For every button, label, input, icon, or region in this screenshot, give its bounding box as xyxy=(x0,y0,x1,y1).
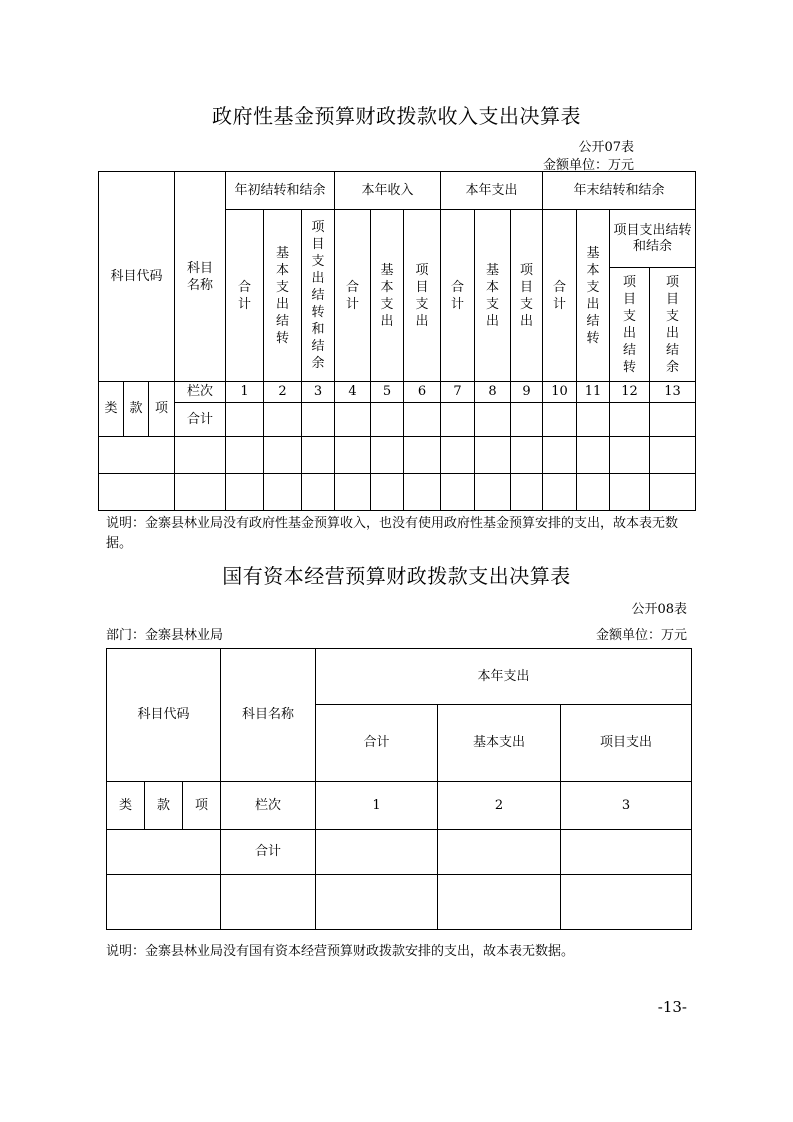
column-number: 1 xyxy=(226,382,264,403)
header-current-expense: 本年支出 xyxy=(441,172,543,210)
header-income-basic: 基本支出 xyxy=(371,210,404,382)
column-number: 6 xyxy=(404,382,441,403)
table-cell xyxy=(371,403,404,437)
header-closing-balance: 年末结转和结余 xyxy=(543,172,696,210)
table-cell xyxy=(650,403,696,437)
table2-department: 部门：金寨县林业局 xyxy=(106,628,224,643)
header-subject-name: 科目名称 xyxy=(175,172,226,382)
column-number: 3 xyxy=(302,382,335,403)
t2-header-basic: 基本支出 xyxy=(438,705,561,782)
table-cell xyxy=(404,403,441,437)
table-cell xyxy=(316,830,438,875)
table-cell xyxy=(438,830,561,875)
column-number: 7 xyxy=(441,382,475,403)
table-cell xyxy=(264,403,302,437)
header-income-project: 项目支出 xyxy=(404,210,441,382)
table2-note: 说明：金寨县林业局没有国有资本经营预算财政拨款安排的支出，故本表无数据。 xyxy=(106,944,575,959)
column-number: 8 xyxy=(475,382,511,403)
table-cell xyxy=(543,403,577,437)
t2-header-subject-code: 科目代码 xyxy=(107,649,221,782)
t2-header-current-expense: 本年支出 xyxy=(316,649,692,705)
table-cell xyxy=(226,403,264,437)
header-closing-total: 合计 xyxy=(543,210,577,382)
header-kuan: 款 xyxy=(124,382,149,437)
t2-header-xiang: 项 xyxy=(183,782,221,830)
column-number: 2 xyxy=(264,382,302,403)
table1-unit: 金额单位：万元 xyxy=(542,158,634,173)
column-number: 3 xyxy=(561,782,692,830)
sum-row-label: 合计 xyxy=(175,403,226,437)
column-number: 4 xyxy=(335,382,371,403)
table-cell xyxy=(335,403,371,437)
column-number: 5 xyxy=(371,382,404,403)
column-number: 1 xyxy=(316,782,438,830)
header-closing-project-carry: 项目支出结转 xyxy=(610,268,650,382)
column-number: 10 xyxy=(543,382,577,403)
header-opening-project-carry-balance: 项目支出结转和结余 xyxy=(302,210,335,382)
t2-header-subject-name: 科目名称 xyxy=(221,649,316,782)
header-expense-basic: 基本支出 xyxy=(475,210,511,382)
table-cell xyxy=(302,403,335,437)
table-cell xyxy=(561,830,692,875)
table2-unit: 金额单位：万元 xyxy=(595,628,687,643)
t2-header-kuan: 款 xyxy=(145,782,183,830)
table1-note: 说明：金寨县林业局没有政府性基金预算收入，也没有使用政府性基金预算安排的支出，故本表无数据。 xyxy=(106,516,679,551)
header-expense-project: 项目支出 xyxy=(511,210,543,382)
header-opening-balance: 年初结转和结余 xyxy=(226,172,335,210)
page-number: -13- xyxy=(657,998,687,1016)
column-number: 12 xyxy=(610,382,650,403)
column-index-label: 栏次 xyxy=(175,382,226,403)
header-closing-project-balance: 项目支出结余 xyxy=(650,268,696,382)
header-current-income: 本年收入 xyxy=(335,172,441,210)
table-row xyxy=(99,437,696,474)
t2-header-lei: 类 xyxy=(107,782,145,830)
column-number: 11 xyxy=(577,382,610,403)
table-row xyxy=(99,474,696,511)
table2-grid xyxy=(106,648,692,930)
header-subject-code: 科目代码 xyxy=(99,172,175,382)
table-cell xyxy=(610,403,650,437)
header-opening-basic-carry: 基本支出结转 xyxy=(264,210,302,382)
t2-header-total: 合计 xyxy=(316,705,438,782)
header-closing-project-carry-balance: 项目支出结转和结余 xyxy=(610,210,696,268)
column-number: 2 xyxy=(438,782,561,830)
table-cell xyxy=(511,403,543,437)
table2-title: 国有资本经营预算财政拨款支出决算表 xyxy=(222,564,571,588)
table-cell xyxy=(577,403,610,437)
table1-title: 政府性基金预算财政拨款收入支出决算表 xyxy=(212,104,581,128)
header-income-total: 合计 xyxy=(335,210,371,382)
t2-column-index-label: 栏次 xyxy=(221,782,316,830)
table1-form-number: 公开07表 xyxy=(578,140,634,155)
header-closing-basic-carry: 基本支出结转 xyxy=(577,210,610,382)
table-cell xyxy=(441,403,475,437)
table-cell xyxy=(475,403,511,437)
header-lei: 类 xyxy=(99,382,124,437)
t2-header-project: 项目支出 xyxy=(561,705,692,782)
header-xiang: 项 xyxy=(149,382,175,437)
header-expense-total: 合计 xyxy=(441,210,475,382)
table-row xyxy=(107,875,692,930)
column-number: 13 xyxy=(650,382,696,403)
table2-form-number: 公开08表 xyxy=(631,602,687,617)
t2-sum-row-label: 合计 xyxy=(221,830,316,875)
table-cell xyxy=(107,830,221,875)
header-opening-total: 合计 xyxy=(226,210,264,382)
column-number: 9 xyxy=(511,382,543,403)
table1-grid xyxy=(98,171,696,511)
